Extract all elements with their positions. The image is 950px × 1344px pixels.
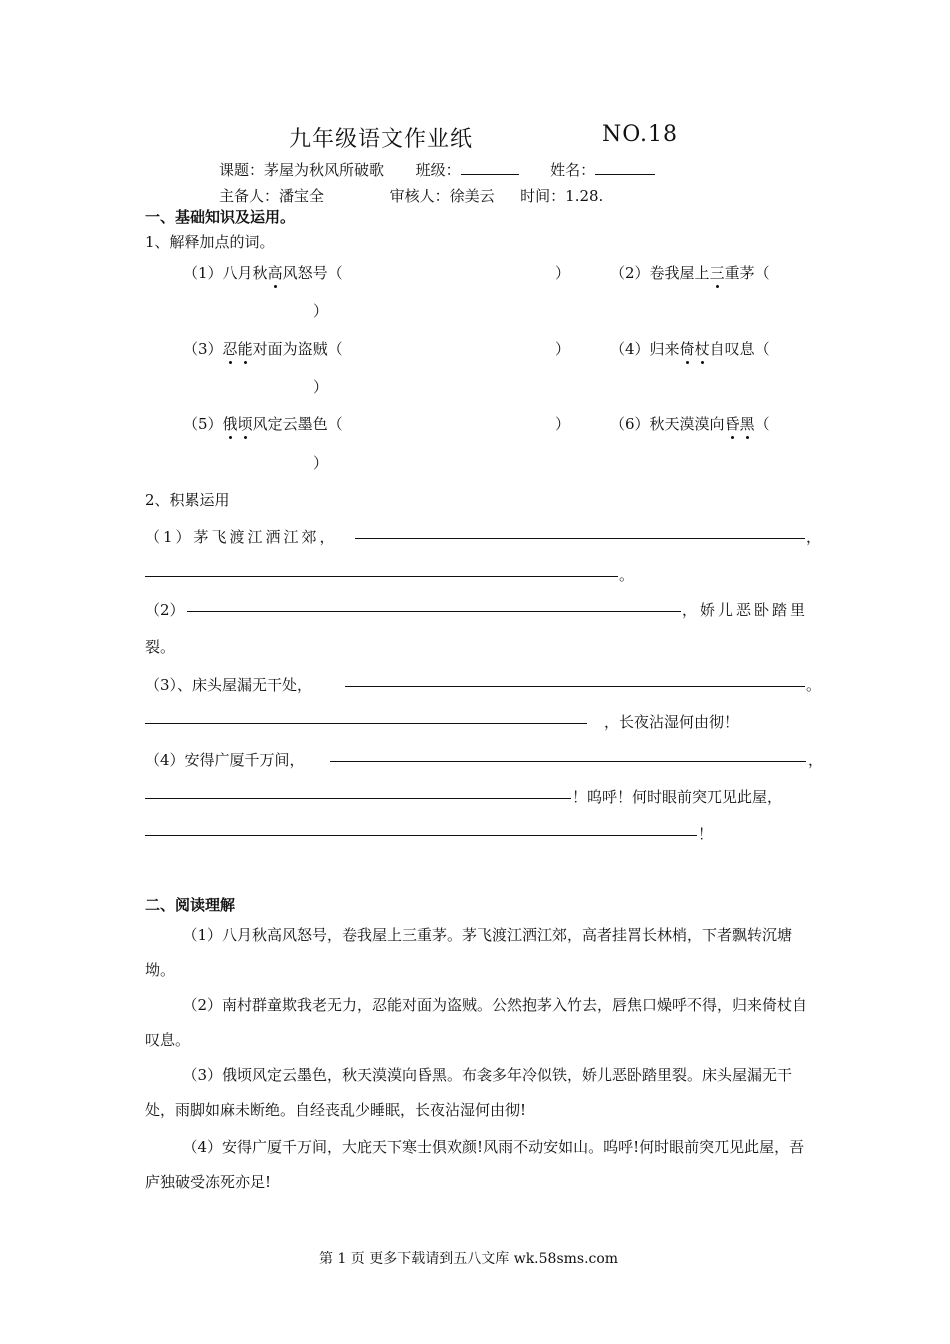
item-num: （1）: [183, 264, 223, 282]
item-num: （4）: [610, 340, 650, 358]
q2-line-4-start: （4）安得广厦千万间，: [145, 751, 305, 769]
name-label: 姓名：: [550, 161, 596, 179]
q1-item-4-close: ）: [313, 378, 329, 396]
dotted-char: 顷: [237, 415, 253, 433]
section1-heading: 一、基础知识及运用。: [145, 208, 296, 226]
q1-item-3-close: ）: [555, 340, 571, 358]
q2-line-3-blank-a[interactable]: [345, 672, 805, 687]
q2-line-4-blank-a[interactable]: [330, 747, 806, 762]
item-text: 风怒号（: [282, 264, 343, 282]
worksheet-number: NO.18: [602, 122, 678, 147]
dotted-char: 高: [267, 264, 283, 282]
q2-line-3-start: （3）、床头屋漏无干处，: [145, 676, 313, 694]
q2-line-4-end2: ！: [698, 825, 714, 843]
class-blank[interactable]: [461, 160, 519, 175]
item-text: （: [754, 415, 770, 433]
section2-heading: 二、阅读理解: [145, 896, 236, 914]
dotted-char: 能: [237, 340, 253, 358]
dotted-char: 三: [709, 264, 725, 282]
q1-item-2-close: ）: [313, 302, 329, 320]
q2-line-2-blank[interactable]: [187, 597, 681, 612]
item-text: 卷我屋上: [649, 264, 710, 282]
q1-item-5: [183, 413, 343, 434]
q2-line-4-mid: ！呜呼！何时眼前突兀见此屋，: [572, 788, 783, 806]
item-num: （5）: [183, 415, 223, 433]
page-footer: 第 1 页 更多下载请到五八文库 wk.58sms.com: [319, 1251, 619, 1267]
reviewer-label: 审核人：徐美云: [389, 187, 495, 205]
q2-line-1-blank-a[interactable]: [355, 524, 805, 539]
q1-item-6: [610, 413, 770, 434]
item-num: （6）: [610, 415, 650, 433]
time-label: 时间：1.28.: [520, 187, 604, 205]
item-text: 重茅（: [724, 264, 770, 282]
reading-paragraph-1: （1）八月秋高风怒号，卷我屋上三重茅。茅飞渡江洒江郊，高者挂罥长林梢，下者飘转沉塘坳。: [145, 926, 793, 979]
dotted-char: 忍: [222, 340, 238, 358]
item-text: 秋天漠漠向: [649, 415, 725, 433]
q2-line-2-start: （2）: [145, 601, 185, 619]
topic-label: 课题：茅屋为秋风所破歌: [219, 161, 385, 179]
dotted-char: 俄: [222, 415, 238, 433]
dotted-char: 倚: [679, 340, 695, 358]
q2-line-1-start: （1）茅飞渡江洒江郊，: [145, 528, 338, 546]
dotted-char: 杖: [694, 340, 710, 358]
q1-item-1-close: ）: [555, 264, 571, 282]
q2-line-1-end: ，: [806, 528, 822, 546]
item-num: （2）: [610, 264, 650, 282]
q1-item-6-close: ）: [313, 454, 329, 472]
q2-line-4-blank-b[interactable]: [145, 784, 571, 799]
q2-line-2-end: ，娇儿恶卧踏里: [682, 601, 809, 619]
preparer-label: 主备人：潘宝全: [219, 187, 325, 205]
q2-line-3-end2: ，长夜沾湿何由彻！: [604, 713, 740, 731]
q2-line-4-blank-c[interactable]: [145, 821, 697, 836]
item-text: 八月秋: [222, 264, 268, 282]
reading-paragraph-4: （4）安得广厦千万间，大庇天下寒士俱欢颜!风雨不动安如山。呜呼!何时眼前突兀见此屋，吾庐独破受冻死亦足!: [145, 1138, 805, 1191]
q2-line-3-blank-b[interactable]: [145, 709, 587, 724]
item-text: 自叹息（: [709, 340, 770, 358]
item-text: 归来: [649, 340, 680, 358]
dotted-char: 黑: [739, 415, 755, 433]
class-label: 班级：: [415, 161, 461, 179]
staff-line: [219, 185, 603, 206]
q1-item-1: [183, 262, 343, 283]
reading-paragraph-2: （2）南村群童欺我老无力，忍能对面为盗贼。公然抱茅入竹去，唇焦口燥呼不得，归来倚杖自叹息。: [145, 996, 808, 1049]
item-text: 对面为盗贼（: [252, 340, 343, 358]
q1-item-5-close: ）: [555, 415, 571, 433]
topic-line: [219, 159, 655, 180]
q2-label: 2、积累运用: [145, 491, 230, 509]
page-title: 九年级语文作业纸: [289, 127, 474, 152]
q2-line-2-wrap: 裂。: [145, 638, 176, 656]
item-num: （3）: [183, 340, 223, 358]
q1-label: 1、解释加点的词。: [145, 233, 275, 251]
q2-line-3-end: 。: [806, 676, 822, 694]
item-text: 风定云墨色（: [252, 415, 343, 433]
dotted-char: 昏: [724, 415, 740, 433]
q2-line-4-end: ，: [808, 751, 824, 769]
q2-line-1-end2: 。: [619, 566, 635, 584]
q1-item-3: [183, 338, 343, 359]
q2-line-1-blank-b[interactable]: [145, 562, 618, 577]
reading-paragraph-3: （3）俄顷风定云墨色，秋天漠漠向昏黑。布衾多年冷似铁，娇儿恶卧踏里裂。床头屋漏无干处，雨脚如麻未断绝。自经丧乱少睡眠，长夜沾湿何由彻!: [145, 1066, 793, 1119]
q1-item-2: [610, 262, 770, 283]
q1-item-4: [610, 338, 770, 359]
name-blank[interactable]: [595, 160, 655, 175]
